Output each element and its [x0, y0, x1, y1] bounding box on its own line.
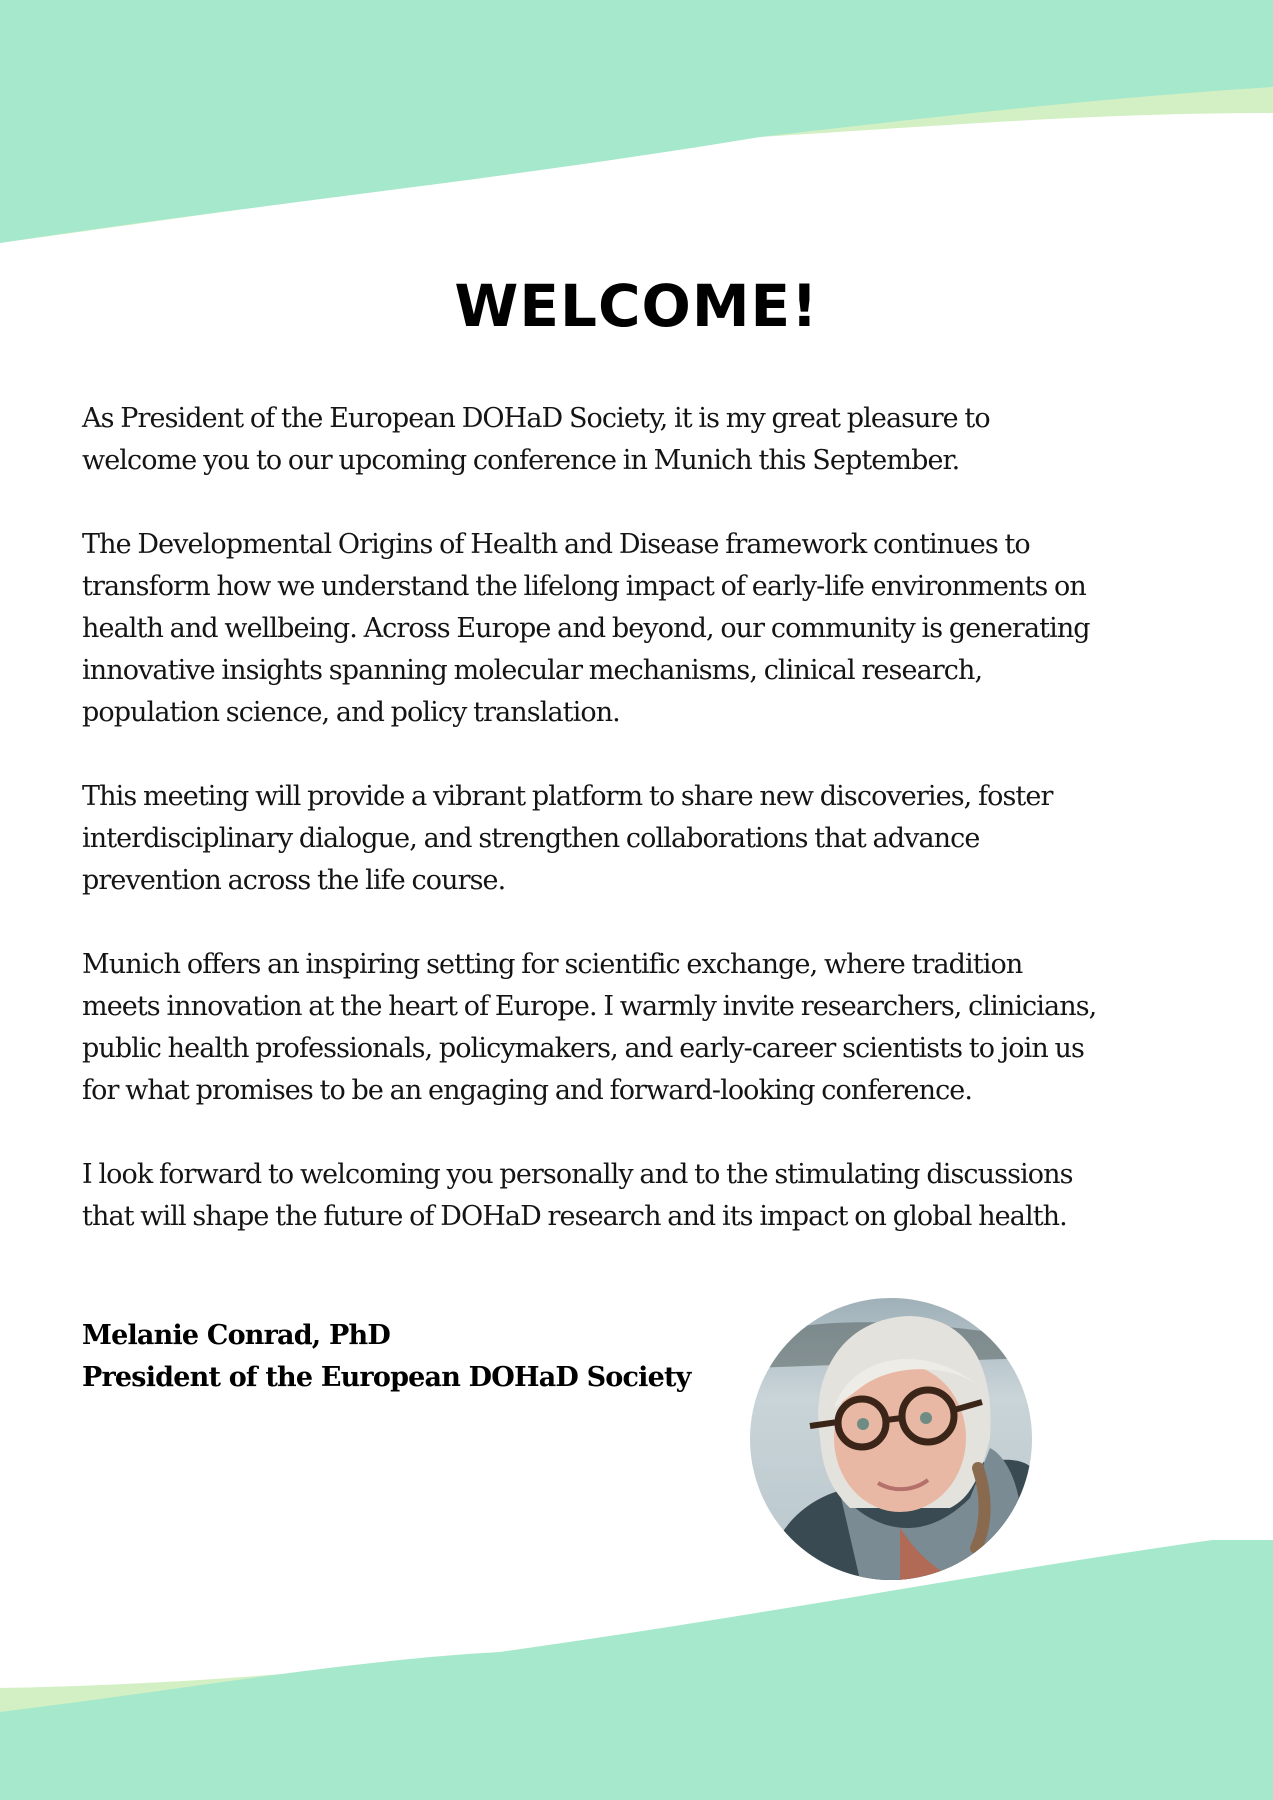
president-portrait-photo: [750, 1298, 1032, 1580]
portrait-illustration: [750, 1298, 1032, 1580]
signatory-role: President of the European DOHaD Society: [82, 1362, 691, 1393]
paragraph-5: [82, 1154, 1202, 1238]
text-line: health and wellbeing. Across Europe and beyond, our community is generating: [82, 613, 1090, 644]
text-line: I look forward to welcoming you personally and to the stimulating discussions: [82, 1159, 1073, 1190]
text-line: The Developmental Origins of Health and Disease framework continues to: [82, 529, 1030, 560]
text-line: As President of the European DOHaD Society, it is my great pleasure to: [82, 403, 990, 434]
top-wave-decoration: [0, 0, 1273, 260]
welcome-letter-body: [82, 398, 1202, 1280]
text-line: interdisciplinary dialogue, and strengthen collaborations that advance: [82, 823, 980, 854]
paragraph-3: [82, 776, 1202, 902]
paragraph-1: [82, 398, 1202, 482]
text-line: innovative insights spanning molecular mechanisms, clinical research,: [82, 655, 983, 686]
text-line: transform how we understand the lifelong impact of early-life environments on: [82, 571, 1086, 602]
text-line: meets innovation at the heart of Europe. I warmly invite researchers, clinicians,: [82, 991, 1097, 1022]
paragraph-2: [82, 524, 1202, 734]
text-line: Munich offers an inspiring setting for scientific exchange, where tradition: [82, 949, 1023, 980]
signatory-name: Melanie Conrad, PhD: [82, 1320, 390, 1351]
bottom-wave-mint: [0, 1540, 1273, 1800]
top-wave-mint: [0, 0, 1273, 243]
text-line: welcome you to our upcoming conference in Munich this September.: [82, 445, 960, 476]
text-line: This meeting will provide a vibrant platform to share new discoveries, foster: [82, 781, 1053, 812]
text-line: public health professionals, policymakers, and early-career scientists to join us: [82, 1033, 1084, 1064]
text-line: for what promises to be an engaging and forward-looking conference.: [82, 1075, 973, 1106]
signature-block: [82, 1315, 691, 1399]
page-title: WELCOME!: [454, 272, 819, 340]
text-line: prevention across the life course.: [82, 865, 506, 896]
text-line: population science, and policy translation.: [82, 697, 620, 728]
bottom-wave-shape: [0, 1540, 1273, 1800]
paragraph-4: [82, 944, 1202, 1112]
text-line: that will shape the future of DOHaD research and its impact on global health.: [82, 1201, 1067, 1232]
